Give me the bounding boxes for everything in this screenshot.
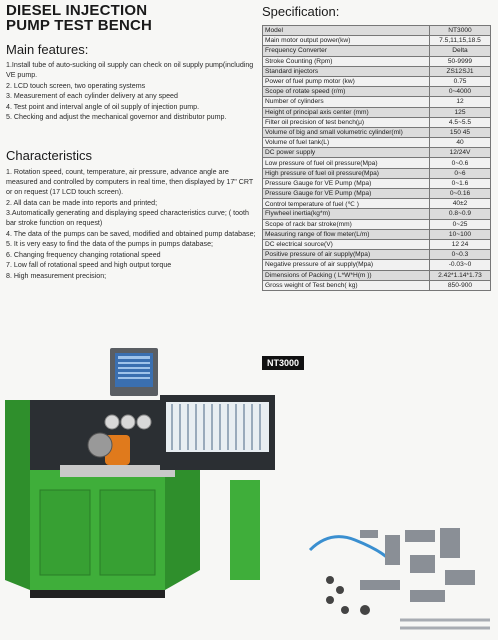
fittings xyxy=(360,528,475,602)
spec-row xyxy=(263,76,491,86)
spec-value: 12/24V xyxy=(430,148,491,158)
rods xyxy=(400,620,490,628)
spec-value: 7.5,11,15,18.5 xyxy=(430,36,491,46)
hose xyxy=(310,537,390,560)
spec-value: 12 24 xyxy=(430,239,491,249)
side-cabinet xyxy=(230,480,260,580)
spec-value: 10~100 xyxy=(430,229,491,239)
spec-label: Flywheel inertia(kg*m) xyxy=(263,209,430,219)
spec-row xyxy=(263,199,491,209)
spec-value: 0~0.6 xyxy=(430,158,491,168)
spec-label: Scope of rotate speed (r/m) xyxy=(263,87,430,97)
spec-row xyxy=(263,87,491,97)
spec-label: Gross weight of Test bench( kg) xyxy=(263,280,430,290)
spec-value: ZS12SJ1 xyxy=(430,66,491,76)
spec-row xyxy=(263,158,491,168)
spec-row xyxy=(263,189,491,199)
spec-label: Frequency Converter xyxy=(263,46,430,56)
bench-left-side xyxy=(5,400,30,590)
spec-row xyxy=(263,178,491,188)
spec-label: Measuring range of flow meter(L/m) xyxy=(263,229,430,239)
accessories-photo xyxy=(300,510,498,640)
feature-item: 1.Install tube of auto-sucking oil supply can check on oil supply pump(including VE pump. xyxy=(6,61,254,79)
spec-row xyxy=(263,127,491,137)
spec-value: 0~0.3 xyxy=(430,250,491,260)
spec-label: Number of cylinders xyxy=(263,97,430,107)
spec-value: 2.42*1.14*1.73 xyxy=(430,270,491,280)
flywheel xyxy=(88,433,112,457)
spec-row xyxy=(263,97,491,107)
characteristic-item: 8. High measurement precision; xyxy=(6,271,107,280)
spec-label: Model xyxy=(263,26,430,36)
feature-item: 3. Measurement of each cylinder delivery at any speed xyxy=(6,92,178,100)
spec-value: 125 xyxy=(430,107,491,117)
spec-value: 150 45 xyxy=(430,127,491,137)
spec-row xyxy=(263,66,491,76)
spec-label: Scope of rack bar stroke(mm) xyxy=(263,219,430,229)
spec-row xyxy=(263,26,491,36)
spec-row xyxy=(263,107,491,117)
characteristic-item: 7. Low fall of rotational speed and high output torque xyxy=(6,261,172,269)
spec-label: Control temperature of fuel (℃ ) xyxy=(263,199,430,209)
spec-label: Stroke Counting (Rpm) xyxy=(263,56,430,66)
title-line-1: DIESEL INJECTION xyxy=(6,2,148,19)
spec-value: 12 xyxy=(430,97,491,107)
spec-value: 50-9999 xyxy=(430,56,491,66)
spec-row xyxy=(263,250,491,260)
spec-label: Pressure Gauge for VE Pump (Mpa) xyxy=(263,178,430,188)
spec-value: Delta xyxy=(430,46,491,56)
spec-row xyxy=(263,209,491,219)
spec-value: 0~0.16 xyxy=(430,189,491,199)
spec-row xyxy=(263,138,491,148)
spec-label: Negative pressure of air supply(Mpa) xyxy=(263,260,430,270)
spec-label: Filter oil precision of test bench(μ) xyxy=(263,117,430,127)
main-features-list xyxy=(6,60,256,123)
spec-table xyxy=(262,25,491,291)
characteristic-item: 4. The data of the pumps can be saved, modified and obtained pump database; xyxy=(6,229,256,238)
spec-label: Positive pressure of air supply(Mpa) xyxy=(263,250,430,260)
spec-row xyxy=(263,168,491,178)
spec-value: 40 xyxy=(430,138,491,148)
spec-label: High pressure of fuel oil pressure(Mpa) xyxy=(263,168,430,178)
feature-item: 2. LCD touch screen, two operating systems xyxy=(6,81,146,90)
spec-label: Pressure Gauge for VE Pump (Mpa) xyxy=(263,189,430,199)
spec-row xyxy=(263,148,491,158)
spec-value: 0~6 xyxy=(430,168,491,178)
main-features-heading: Main features: xyxy=(6,42,89,57)
characteristic-item: 1. Rotation speed, count, temperature, air pressure, advance angle are measured and controlled by computers in real time, then displayed by 17" CRT or on request (17 LCD touch screen). xyxy=(6,168,254,196)
spec-label: DC power supply xyxy=(263,148,430,158)
spec-label: Main motor output power(kw) xyxy=(263,36,430,46)
gauges xyxy=(105,415,151,429)
cylinder-glass xyxy=(166,402,269,452)
spec-label: Dimensions of Packing ( L*W*H(m )) xyxy=(263,270,430,280)
spec-label: Volume of big and small volumetric cylinder(ml) xyxy=(263,127,430,137)
characteristic-item: 5. It is very easy to find the data of the pumps in pumps database; xyxy=(6,240,214,248)
spec-heading: Specification: xyxy=(262,4,340,19)
spec-label: Power of fuel pump motor (kw) xyxy=(263,76,430,86)
spec-value: 0~25 xyxy=(430,219,491,229)
spec-value: 0~1.6 xyxy=(430,178,491,188)
spec-row xyxy=(263,229,491,239)
spec-row xyxy=(263,219,491,229)
spec-row xyxy=(263,56,491,66)
spec-label: Height of principal axis center (mm) xyxy=(263,107,430,117)
spec-value: 4.5~5.5 xyxy=(430,117,491,127)
spec-row xyxy=(263,270,491,280)
spec-value: -0.03~0 xyxy=(430,260,491,270)
spec-value: 40±2 xyxy=(430,199,491,209)
spec-value: 0.8~0.9 xyxy=(430,209,491,219)
spec-value: 850-900 xyxy=(430,280,491,290)
spec-label: Volume of fuel tank(L) xyxy=(263,138,430,148)
spec-value: 0~4000 xyxy=(430,87,491,97)
spec-label: Low pressure of fuel oil pressure(Mpa) xyxy=(263,158,430,168)
spec-row xyxy=(263,239,491,249)
model-badge: NT3000 xyxy=(262,356,304,370)
feature-item: 4. Test point and interval angle of oil supply of injection pump. xyxy=(6,102,200,111)
spec-value: 0.75 xyxy=(430,76,491,86)
title-line-2: PUMP TEST BENCH xyxy=(6,17,153,34)
characteristics-heading: Characteristics xyxy=(6,148,92,163)
characteristic-item: 6. Changing frequency changing rotational speed xyxy=(6,250,161,259)
spec-row xyxy=(263,260,491,270)
characteristic-item: 3.Automatically generating and displaying speed characteristics curve; ( tooth bar stroke function on request) xyxy=(6,209,249,227)
spec-label: Standard injectors xyxy=(263,66,430,76)
right-door xyxy=(100,490,155,575)
left-door xyxy=(40,490,90,575)
spec-row xyxy=(263,280,491,290)
spec-label: DC electrical source(V) xyxy=(263,239,430,249)
spec-row xyxy=(263,46,491,56)
feature-item: 5. Checking and adjust the mechanical governor and distributor pump. xyxy=(6,113,227,121)
test-bench-photo xyxy=(0,340,300,640)
base xyxy=(30,590,165,598)
spec-row xyxy=(263,36,491,46)
test-plate xyxy=(60,465,175,477)
spec-row xyxy=(263,117,491,127)
characteristics-list xyxy=(6,167,256,281)
characteristic-item: 2. All data can be made into reports and printed; xyxy=(6,198,158,207)
spec-value: NT3000 xyxy=(430,26,491,36)
page-title xyxy=(6,3,256,33)
